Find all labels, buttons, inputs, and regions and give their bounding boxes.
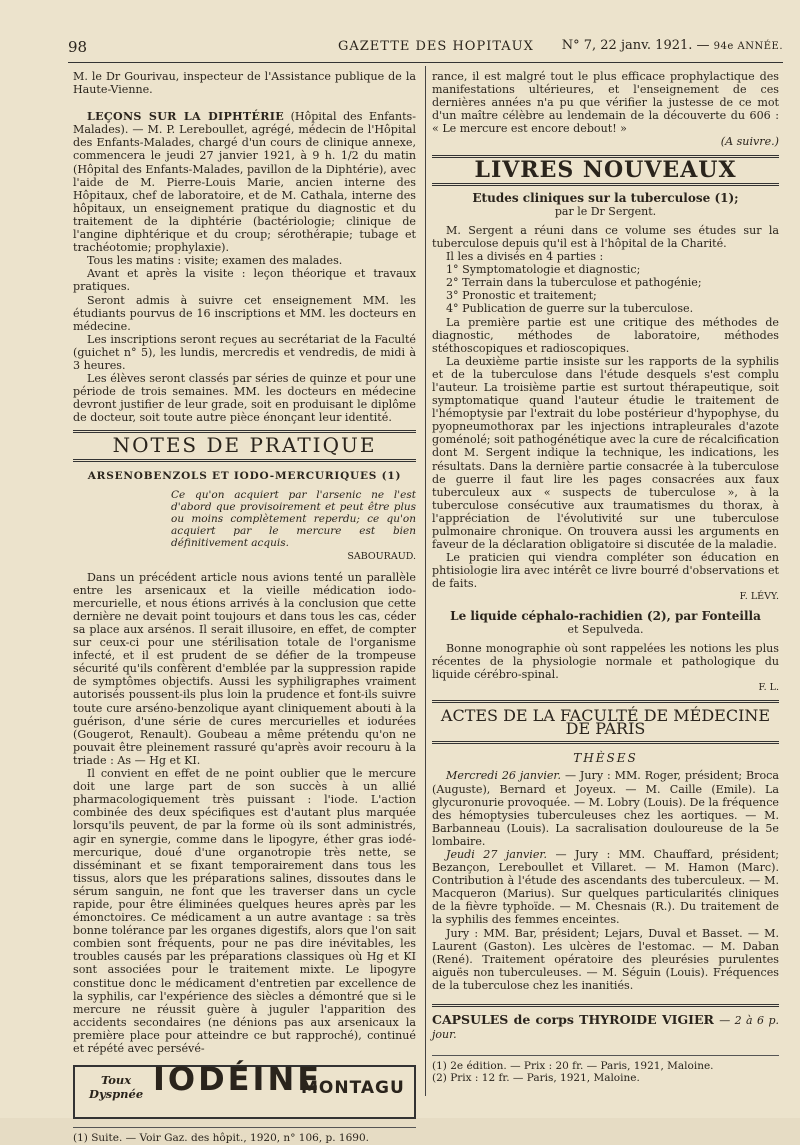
book1-list-item: 1° Symptomatologie et diagnostic; — [446, 263, 641, 277]
lecons-paragraph — [73, 110, 416, 254]
to-be-continued: (A suivre.) — [720, 135, 779, 149]
book1-list-item: 2° Terrain dans la tuberculose et pathogénie; — [446, 276, 702, 290]
footnote: (1) 2e édition. — Prix : 20 fr. — Paris, 1921, Maloine. — [432, 1060, 714, 1073]
thesis-text: — Jury : MM. Roger, président; Broca (Auguste), Bernard et Joyeux. — M. Caille (Emile). La glycuronurie provoquée. — M. Lobry (Louis). De la fréquence des hémoptysies tuberculeuses chez les aortiques. — M. Barbanneau (Louis). La sacralisation douloureuse de la 5e lombaire. — [432, 769, 779, 848]
lecons-heading: LEÇONS SUR LA DIPHTÉRIE — [87, 110, 284, 124]
thesis-day: Jeudi 27 janvier. — [446, 847, 548, 861]
epigraph-author: SABOURAUD. — [347, 550, 416, 562]
continuation-paragraph: rance, il est malgré tout le plus efficace prophylactique des manifestations ultérieures, et l'enseignement de ces dernières années n'a pu que vérifier la justesse de ce mot d'un maître célèbre au lendemain de la découverte du 606 : « Le mercure est encore debout! » — [432, 70, 779, 136]
book2-paragraph: Bonne monographie où sont rappelées les notions les plus récentes de la physiologie normale et pathologique du liquide cérébro-spinal. — [432, 641, 779, 681]
book1-author: par le Dr Sergent. — [554, 204, 657, 218]
article-title: ARSENOBENZOLS ET IODO-MERCURIQUES (1) — [87, 469, 402, 482]
thesis-day: Mercredi 26 janvier. — [446, 769, 562, 783]
thesis-text: — Jury : MM. Chauffard, président; Bezançon, Lereboullet et Villaret. — M. Hamon (Marc). Contribution à l'étude des ascendants des tuberculeux. — M. Macqueron (Marius). Sur quelques particularités cliniques de la fièvre typhoïde. — M. Chesnais (R.). Du traitement de la syphilis des femmes enceintes. — [432, 847, 779, 927]
right-column — [432, 70, 779, 1084]
lecons-paragraph-3: Avant et après la visite : leçon théorique et travaux pratiques. — [73, 267, 416, 294]
actes-heading: ACTES DE LA FACULTÉ DE MÉDECINE DE PARIS — [432, 700, 779, 744]
lecons-paragraph-2: Tous les matins : visite; examen des malades. — [87, 254, 343, 268]
book1-paragraph-4: La deuxième partie insiste sur les rapports de la syphilis et de la tuberculose dans l'étude desquels s'est complu l'auteur. La troisième partie est surtout thérapeutique, soit symptomatique quand l'auteur étudie le traitement de l'hémoptysie par l'extrait du lobe postérieur d'hypophyse, du pyopneumothorax par les injections intrapleurales d'azote goménolé; soit pathogénétique avec la cure de récalcification dont M. Sergent indique la technique, les indications, les résultats. Dans la dernière partie consacrée à la tuberculose de guerre il faut lire les pages consacrées aux faux tuberculeux aux « suspects de tuberculose », à la tuberculose consécutive aux traumatismes du thorax, à l'appréciation de l'évolutivité sur une tuberculose pulmonaire chronique. On trouvera aussi les arguments en faveur de la déclaration obligatoire si discutée de la maladie. — [432, 354, 779, 552]
page-header — [68, 38, 783, 60]
thesis-entry-3: Jury : MM. Bar, président; Lejars, Duval et Basset. — M. Laurent (Gaston). Les ulcères de l'estomac. — M. Daban (René). Traitement opératoire des pleurésies purulentes aiguës non tuberculeuses. — M. Séguin (Louis). Fréquences de la tuberculose chez les inanitiés. — [432, 926, 779, 992]
ad-indication-1: Toux — [101, 1073, 132, 1088]
footnote: (2) Prix : 12 fr. — Paris, 1921, Maloine. — [432, 1072, 640, 1085]
lecons-paragraph-5: Les inscriptions seront reçues au secrétariat de la Faculté (guichet n° 5), les lundis, mercredis et vendredis, de midi à 3 heures. — [73, 332, 416, 372]
left-column — [73, 70, 416, 1145]
book1-signature: F. LÉVY. — [739, 591, 779, 603]
ad-brand-name: IODÉINE — [153, 1060, 323, 1099]
ad-maker-name: MONTAGU — [301, 1078, 405, 1099]
capsules-advertisement — [432, 1004, 779, 1041]
article-paragraph-2: Il convient en effet de ne point oublier que le mercure doit une large part de son succès à un allié pharmacologiquement très puissant : l'iode. L'action combinée des deux spécifiques est d'autant plus marquée lorsqu'ils peuvent, de par la forme où ils sont administrés, agir en synergie, comme dans le lipogyre, éther gras iodé-mercurique, doué d'une organotropie très nette, se disséminant et se fixant temporairement dans tous les tissus, alors que les préparations salines, dissoutes dans le sérum sanguin, ne font que les traverser dans un cycle rapide, pour être éliminées quelques heures après par les émonctoires. Ce médicament a un autre avantage : sa très bonne tolérance par les organes digestifs, alors que l'on sait combien sont fréquents, pour ne pas dire inévitables, les troubles causés par les préparations classiques où Hg et KI sont associées pour le traitement mixte. Le lipogyre constitue donc le médicament d'entretien par excellence de la syphilis, car l'expérience des siècles a démontré que si le mercure ne réussit guère à juguler l'apparition des accidents secondaires (ne dénions pas aux arsenicaux la première place pour atteindre ce but rapproché), continué et répété avec persévé- — [73, 767, 416, 1055]
footnote: (1) Suite. — Voir Gaz. des hôpit., 1920, n° 106, p. 1690. — [73, 1132, 369, 1145]
issue-date — [562, 38, 783, 53]
book1-title: Etudes cliniques sur la tuberculose (1); — [472, 190, 739, 205]
book1-paragraph-5: Le praticien qui viendra compléter son éducation en phtisiologie lira avec intérêt ce livre bourré d'observations et de faits. — [432, 551, 779, 591]
column-divider — [425, 66, 426, 1096]
article-paragraph-1: Dans un précédent article nous avions tenté un parallèle entre les arsenicaux et la vieille médication iodo-mercurielle, et nous étions arrivés à la conclusion que cette dernière ne devait point toujours et dans tous les cas, céder sa place aux arsénos. Il serait illusoire, en effet, de compter sur ceux-ci pour une stérilisation totale de l'organisme infecté, et il est prudent de se défier de la trompeuse sécurité qu'ils confèrent d'emblée par la suppression rapide de symptômes objectifs. Aussi les syphiligraphes vraiment autorisés poussent-ils plus loin la prudence et font-ils suivre toute cure arséno-benzolique ayant cliniquement abouti à la guérison, d'une série de cures mercurielles et iodurées (Gougerot, Renault). Goubeau a même prétendu qu'on ne pouvait être pleinement rassuré qu'après avoir recouru à la triade : As — Hg et KI. — [73, 570, 416, 767]
book2-title: Le liquide céphalo-rachidien (2), par Fonteilla — [450, 608, 761, 623]
book1-list-item: 3° Pronostic et traitement; — [446, 289, 597, 303]
notes-heading: NOTES DE PRATIQUE — [73, 430, 416, 461]
capsules-text: CAPSULES de corps THYROIDE VIGIER — [432, 1012, 714, 1027]
theses-heading: THÈSES — [573, 751, 638, 766]
thesis-entry-2 — [432, 848, 779, 927]
epigraph — [171, 489, 416, 563]
issue-year: 94e ANNÉE. — [713, 41, 783, 52]
journal-title: GAZETTE DES HOPITAUX — [338, 39, 534, 54]
intro-paragraph: M. le Dr Gourivau, inspecteur de l'Assistance publique de la Haute-Vienne. — [73, 70, 416, 97]
livres-heading: LIVRES NOUVEAUX — [432, 155, 779, 186]
right-footnotes — [432, 1055, 779, 1084]
page-number: 98 — [68, 38, 88, 56]
lecons-text: (Hôpital des Enfants-Malades). — M. P. Lereboullet, agrégé, médecin de l'Hôpital des Enfants-Malades, chargé d'un cours de clinique annexe, commencera le jeudi 27 janvier 1921, à 9 h. 1/2 du matin (Hôpital des Enfants-Malades, pavillon de la Diphtérie), avec l'aide de M. Pierre-Louis Marie, ancien interne des Hôpitaux, chef de laboratoire, et de M. Cathala, interne des hôpitaux, un enseignement pratique du diagnostic et du traitement de la diphtérie (bactériologie; clinique de l'angine diphtérique et du croup; sérothérapie; tubage et trachéotomie; prophylaxie). — [73, 110, 416, 255]
lecons-paragraph-4: Seront admis à suivre cet enseignement MM. les étudiants pourvus de 16 inscriptions et MM. les docteurs en médecine. — [73, 293, 416, 333]
issue-number: N° 7, 22 janv. 1921. — — [561, 38, 710, 53]
book2-signature: F. L. — [758, 682, 779, 694]
book1-list-item: 4° Publication de guerre sur la tuberculose. — [446, 302, 694, 316]
left-footnotes — [73, 1127, 416, 1145]
lecons-paragraph-6: Les élèves seront classés par séries de quinze et pour une période de trois semaines. MM. les docteurs en médecine devront justifier de leur grade, soit en produisant le diplôme de docteur, soit toute autre pièce énonçant leur identité. — [73, 372, 416, 425]
thesis-entry-1 — [432, 769, 779, 848]
book1-paragraph-1: M. Sergent a réuni dans ce volume ses études sur la tuberculose depuis qu'il est à l'hôpital de la Charité. — [432, 223, 779, 250]
iodeine-advertisement — [73, 1060, 416, 1119]
ad-indication-2: Dyspnée — [89, 1087, 144, 1102]
book1-paragraph-3: La première partie est une critique des méthodes de diagnostic, méthodes de laboratoire, méthodes stéthoscopiques et radioscopiques. — [432, 315, 779, 355]
book2-author: et Sepulveda. — [567, 622, 644, 636]
header-rule — [68, 62, 783, 63]
ad-indications — [89, 1073, 143, 1101]
book1-paragraph-2: Il les a divisés en 4 parties : — [446, 250, 604, 264]
capsules-dose: — 2 à 6 p. jour. — [432, 1014, 779, 1042]
epigraph-text: Ce qu'on acquiert par l'arsenic ne l'est d'abord que provisoirement et peut être plus ou moins complètement reperdu; ce qu'on acquiert par le mercure est bien définitivement acquis. — [171, 488, 416, 549]
